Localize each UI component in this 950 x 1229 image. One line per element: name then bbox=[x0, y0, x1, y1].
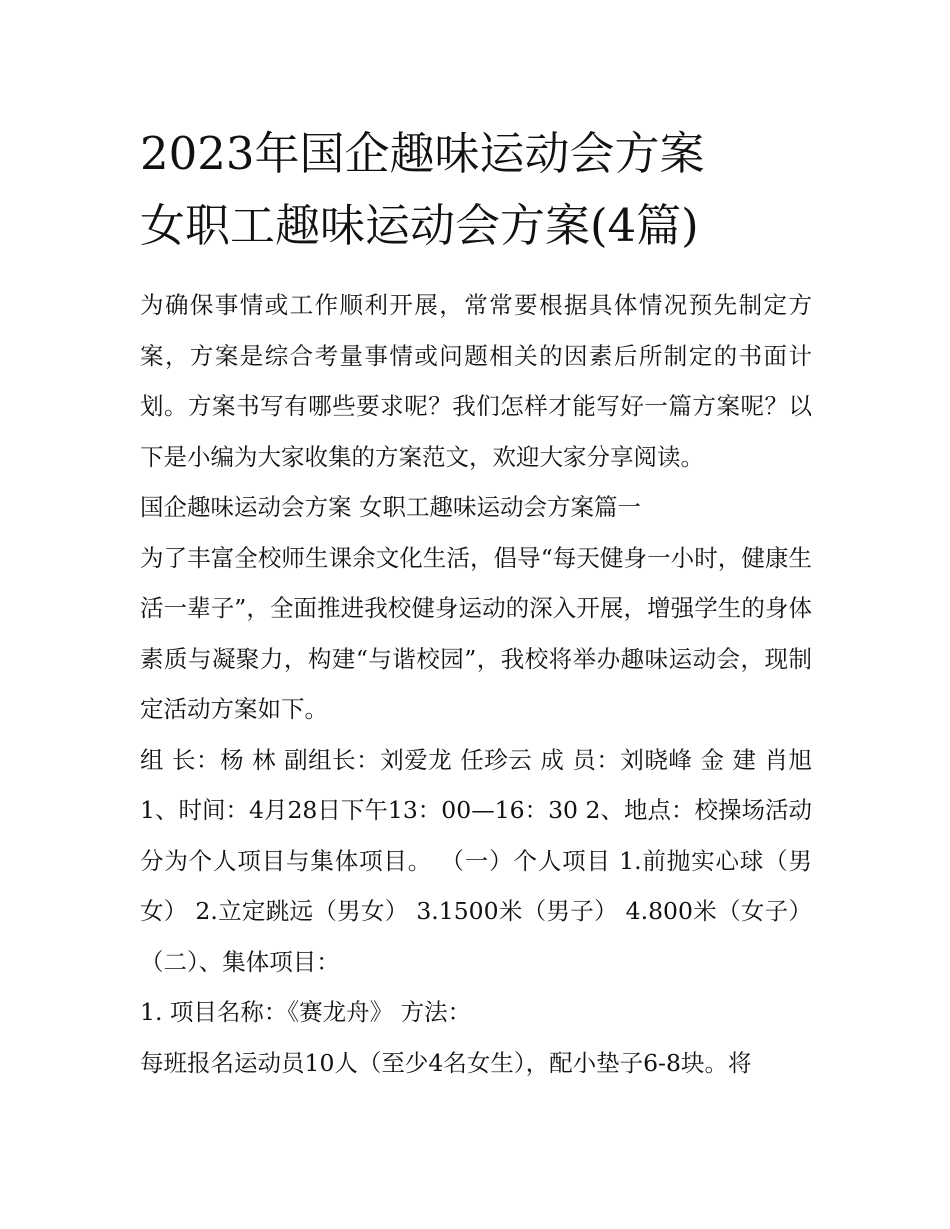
paragraph-organization: 组 长：杨 林 副组长：刘爱龙 任珍云 成 员：刘晓峰 金 建 肖旭 1、时间：4月28日下午13：00—16：30 2、地点：校操场活动分为个人项目与集体项目。 （一）个人项目 1.前抛实心球（男女） 2.立定跳远（男女） 3.1500米（男子） 4.800米（女子） （二）、集体项目： bbox=[140, 745, 812, 976]
document-title bbox=[140, 118, 812, 262]
paragraph-section-heading: 国企趣味运动会方案 女职工趣味运动会方案篇一 bbox=[140, 493, 641, 521]
paragraph-item-1: 1. 项目名称：《赛龙舟》 方法： bbox=[140, 998, 472, 1026]
title-line-1: 2023年国企趣味运动会方案 bbox=[140, 127, 705, 180]
document-content bbox=[140, 118, 812, 1088]
paragraph-intro: 为确保事情或工作顺利开展，常常要根据具体情况预先制定方案，方案是综合考量事情或问题相关的因素后所制定的书面计划。方案书写有哪些要求呢？我们怎样才能写好一篇方案呢？以下是小编为大家收集的方案范文，欢迎大家分享阅读。 bbox=[140, 291, 812, 471]
document-body bbox=[140, 280, 812, 1088]
paragraph-method: 每班报名运动员10人（至少4名女生），配小垫子6-8块。将 bbox=[140, 1048, 752, 1077]
paragraph-purpose: 为了丰富全校师生课余文化生活，倡导“每天健身一小时，健康生活一辈子”，全面推进我校健身运动的深入开展，增强学生的身体素质与凝聚力，构建“与谐校园”，我校将举办趣味运动会，现制定活动方案如下。 bbox=[140, 543, 812, 723]
title-line-2: 女职工趣味运动会方案(4篇) bbox=[140, 199, 699, 252]
